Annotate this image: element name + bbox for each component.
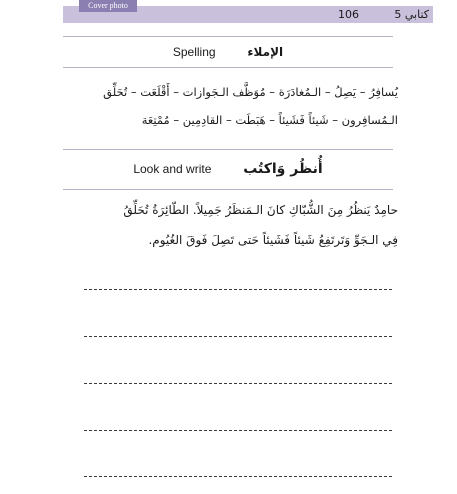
spelling-heading [63,45,393,59]
divider [63,189,393,190]
book-title: كتابي 5 [394,8,429,21]
divider [63,36,393,37]
writing-line[interactable] [84,383,392,384]
writing-line[interactable] [84,476,392,477]
spelling-words-line-1: يُسافِرُ – يَصِلُ – الـمُغادَرَة – مُوَظَّف الـجَوازات – أَقْلَعَت – تُحَلِّق [103,85,398,99]
passage-line-1: حامِدٌ يَنظُرُ مِنَ الشُّبّاكِ كانَ الـمَنظَرُ جَمِيلاً. الطّائِرَةُ تُحَلِّقُ [123,203,398,217]
spelling-title-en: Spelling [172,45,216,59]
writing-line[interactable] [84,336,392,337]
look-write-title-ar: أُنظُر وَاكتُب [243,161,323,177]
look-write-heading [63,161,393,177]
divider [63,67,393,68]
spelling-words-line-2: الـمُسافِرون – شَيئاً فَشَيئاً – هَبَطَت – القادِمِين – مُمْتِعَة [141,113,398,127]
divider [63,149,393,150]
cover-photo-tab[interactable]: Cover photo [79,0,137,12]
look-write-title-en: Look and write [133,162,212,176]
page-number: 106 [338,8,359,21]
spelling-title-ar: الإملاء [247,45,284,59]
writing-line[interactable] [84,430,392,431]
writing-line[interactable] [84,289,392,290]
passage-line-2: فِي الـجَوِّ وَتَرتَفِعُ شَيئاً فَشَيئاً حَتى تَصِلَ فَوقَ الغُيُوم. [148,233,398,247]
